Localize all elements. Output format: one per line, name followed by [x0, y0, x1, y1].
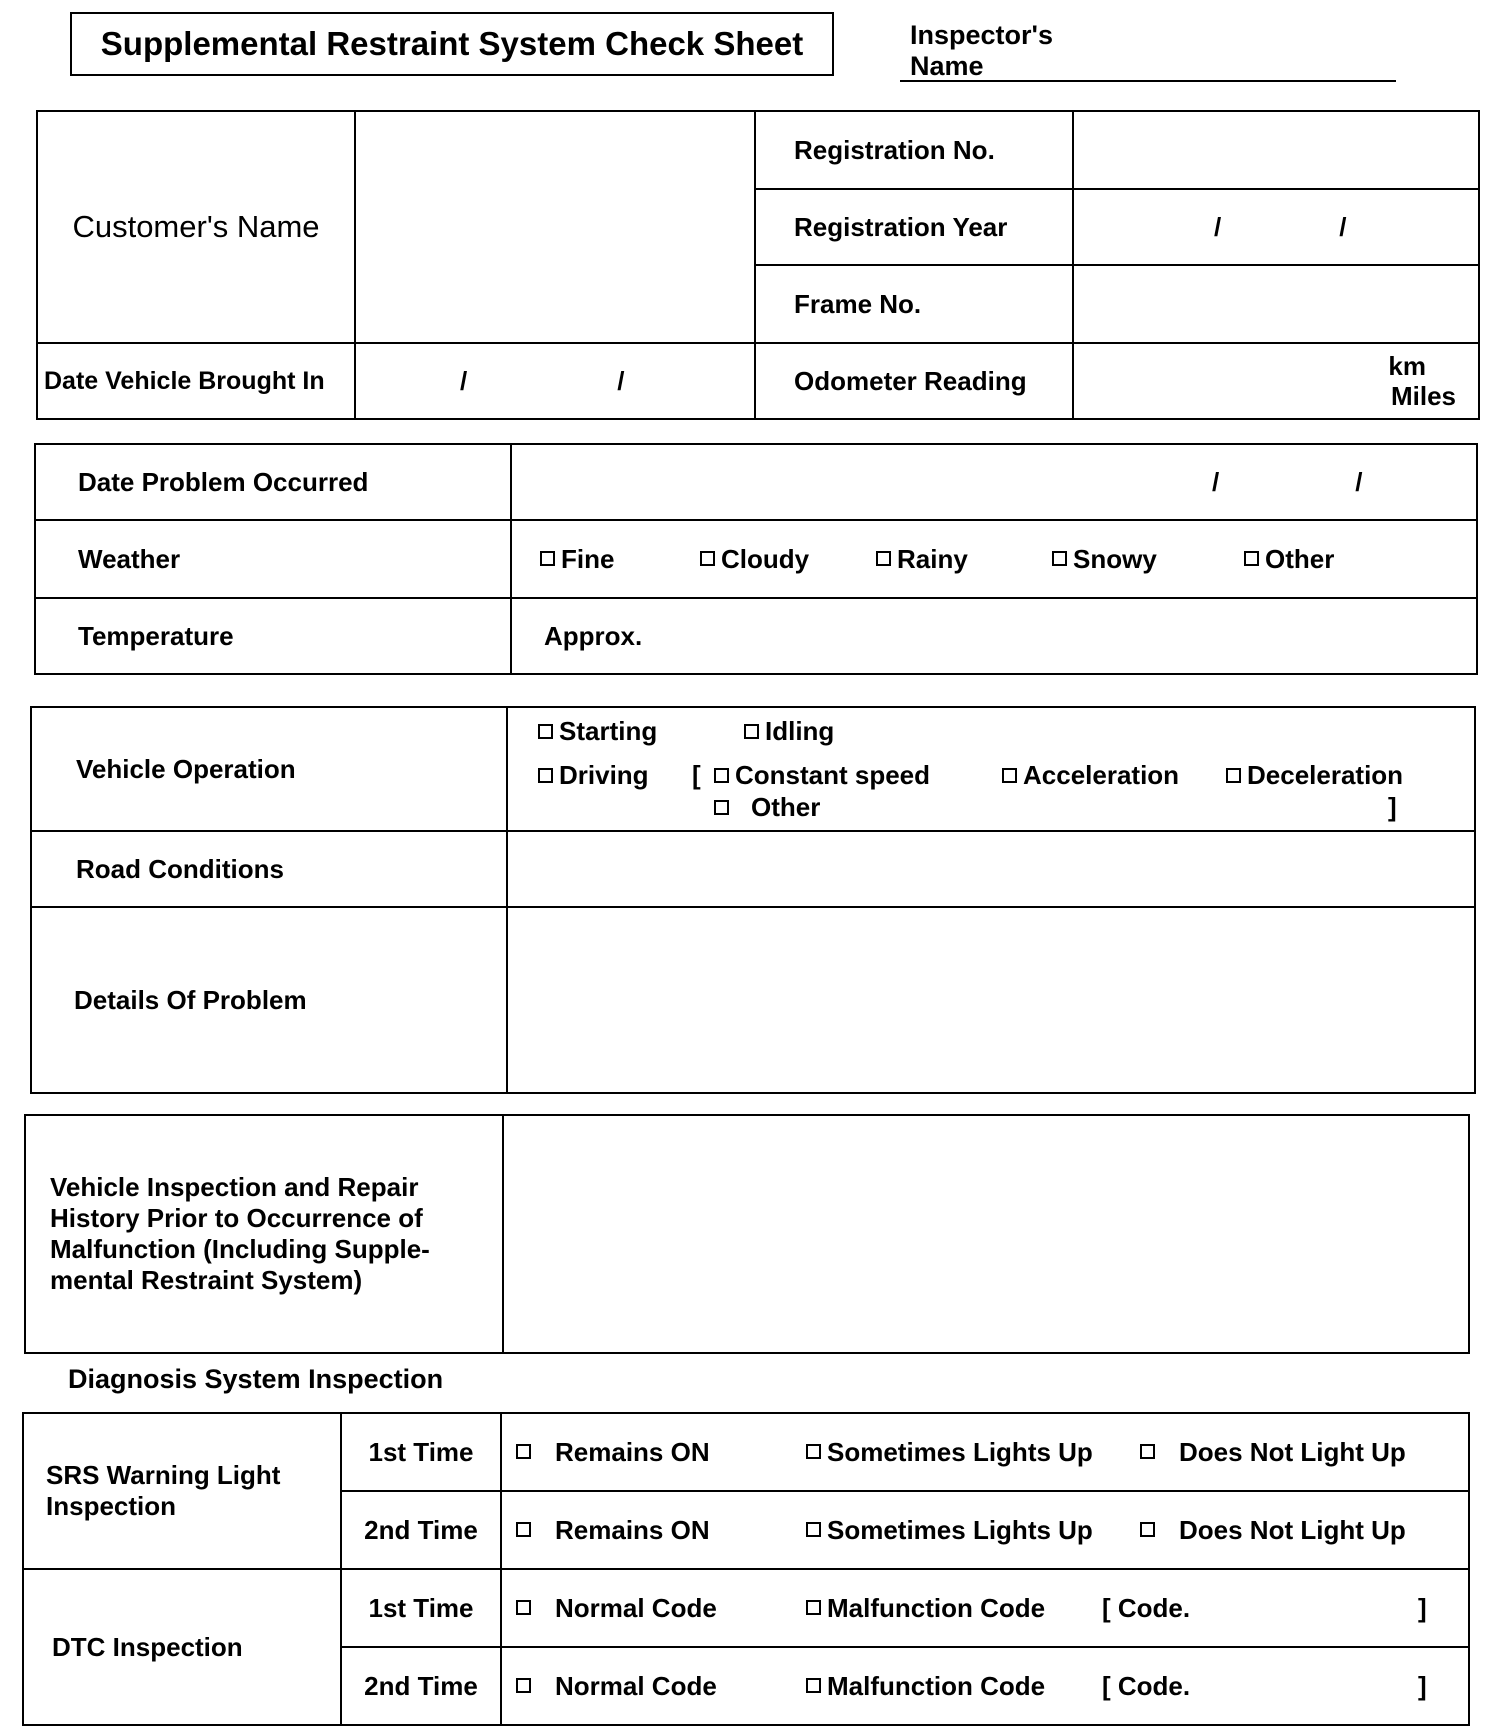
dtc1-normal-code[interactable]: Normal Code — [516, 1593, 806, 1624]
checkbox-icon — [806, 1522, 821, 1537]
weather-label: Weather — [35, 520, 511, 598]
op-deceleration[interactable]: Deceleration — [1226, 759, 1403, 791]
history-table — [24, 1114, 1470, 1354]
vehicle-operation-options — [507, 707, 1475, 831]
checkbox-icon — [806, 1444, 821, 1459]
dtc2-malfunction-code[interactable]: Malfunction Code — [806, 1671, 1102, 1702]
srs2-sometimes-lights-up[interactable]: Sometimes Lights Up — [806, 1515, 1140, 1546]
op-acceleration[interactable]: Acceleration — [1002, 759, 1226, 791]
odometer-label: Odometer Reading — [755, 343, 1073, 419]
op-constant-speed[interactable]: Constant speed — [714, 759, 1002, 791]
odometer-field[interactable] — [1073, 343, 1479, 419]
details-of-problem-field[interactable] — [507, 907, 1475, 1093]
registration-no-label: Registration No. — [755, 111, 1073, 189]
checkbox-icon — [1244, 551, 1259, 566]
checkbox-icon — [1140, 1522, 1155, 1537]
problem-table — [34, 443, 1478, 675]
op-starting[interactable]: Starting — [538, 715, 744, 747]
srs-first-time-options — [501, 1413, 1469, 1491]
checkbox-icon — [1002, 768, 1017, 783]
close-bracket: ] — [1418, 1670, 1427, 1701]
registration-year-label: Registration Year — [755, 189, 1073, 265]
registration-year-field[interactable] — [1073, 189, 1479, 265]
dtc2-normal-code[interactable]: Normal Code — [516, 1671, 806, 1702]
checkbox-icon — [806, 1678, 821, 1693]
checkbox-icon — [516, 1678, 531, 1693]
date-slash: / — [1212, 466, 1220, 497]
customer-name-label: Customer's Name — [37, 111, 355, 343]
unit-miles: Miles — [1390, 381, 1456, 411]
dtc1-malfunction-code[interactable]: Malfunction Code — [806, 1593, 1102, 1624]
repair-history-label: Vehicle Inspection and Repair History Prior to Occurrence of Malfunction (Including Supple- mental Restraint System) — [25, 1115, 503, 1353]
checkbox-icon — [1140, 1444, 1155, 1459]
dtc2-code-field[interactable]: [ Code. — [1102, 1670, 1191, 1701]
date-occurred-field[interactable] — [511, 444, 1477, 520]
road-conditions-field[interactable] — [507, 831, 1475, 907]
date-slash: / — [1214, 211, 1222, 242]
checkbox-icon — [538, 724, 553, 739]
checkbox-icon — [516, 1600, 531, 1615]
inspector-label-line2: Name — [910, 51, 984, 81]
weather-cloudy[interactable]: Cloudy — [700, 544, 876, 575]
temperature-label: Temperature — [35, 598, 511, 674]
dtc-first-time-label: 1st Time — [341, 1569, 501, 1647]
op-driving[interactable]: Driving — [538, 759, 692, 791]
op-other[interactable]: Other — [714, 791, 1388, 823]
date-brought-in-field[interactable] — [355, 343, 755, 419]
srs-second-time-options — [501, 1491, 1469, 1569]
op-idling[interactable]: Idling — [744, 715, 834, 747]
registration-no-field[interactable] — [1073, 111, 1479, 189]
inspector-name-label — [910, 20, 1053, 82]
checkbox-icon — [538, 768, 553, 783]
inspector-label-line1: Inspector's — [910, 20, 1053, 50]
checkbox-icon — [714, 800, 729, 815]
close-bracket: ] — [1388, 792, 1397, 822]
sheet-title — [70, 12, 834, 76]
date-slash: / — [1339, 211, 1347, 242]
unit-km: km — [1388, 351, 1426, 381]
open-bracket: [ — [692, 760, 701, 790]
date-slash: / — [1355, 466, 1363, 497]
srs1-does-not-light-up[interactable]: Does Not Light Up — [1140, 1437, 1406, 1468]
close-bracket: ] — [1418, 1592, 1427, 1623]
dtc-first-time-options — [501, 1569, 1469, 1647]
dtc-second-time-options — [501, 1647, 1469, 1725]
checkbox-icon — [516, 1444, 531, 1459]
diagnosis-table — [22, 1412, 1470, 1726]
date-brought-in-label: Date Vehicle Brought In — [37, 343, 355, 419]
operation-table — [30, 706, 1476, 1094]
checkbox-icon — [876, 551, 891, 566]
repair-history-field[interactable] — [503, 1115, 1469, 1353]
srs2-remains-on[interactable]: Remains ON — [516, 1515, 806, 1546]
srs1-sometimes-lights-up[interactable]: Sometimes Lights Up — [806, 1437, 1140, 1468]
date-slash: / — [460, 365, 468, 396]
weather-other[interactable]: Other — [1244, 544, 1334, 575]
checkbox-icon — [806, 1600, 821, 1615]
srs-warning-light-label: SRS Warning Light Inspection — [23, 1413, 341, 1569]
details-of-problem-label: Details Of Problem — [31, 907, 507, 1093]
customer-name-field[interactable] — [355, 111, 755, 343]
checkbox-icon — [1052, 551, 1067, 566]
dtc-inspection-label: DTC Inspection — [23, 1569, 341, 1725]
frame-no-label: Frame No. — [755, 265, 1073, 343]
srs-first-time-label: 1st Time — [341, 1413, 501, 1491]
checkbox-icon — [714, 768, 729, 783]
weather-options — [511, 520, 1477, 598]
weather-rainy[interactable]: Rainy — [876, 544, 1052, 575]
diagnosis-section-title: Diagnosis System Inspection — [68, 1364, 444, 1394]
sheet-title-text: Supplemental Restraint System Check Sheet — [100, 25, 804, 62]
weather-snowy[interactable]: Snowy — [1052, 544, 1244, 575]
dtc1-code-field[interactable]: [ Code. — [1102, 1592, 1191, 1623]
srs2-does-not-light-up[interactable]: Does Not Light Up — [1140, 1515, 1406, 1546]
checkbox-icon — [700, 551, 715, 566]
frame-no-field[interactable] — [1073, 265, 1479, 343]
date-occurred-label: Date Problem Occurred — [35, 444, 511, 520]
dtc-second-time-label: 2nd Time — [341, 1647, 501, 1725]
checkbox-icon — [516, 1522, 531, 1537]
srs1-remains-on[interactable]: Remains ON — [516, 1437, 806, 1468]
vehicle-operation-label: Vehicle Operation — [31, 707, 507, 831]
vehicle-info-table — [36, 110, 1480, 420]
checkbox-icon — [1226, 768, 1241, 783]
temperature-field[interactable]: Approx. — [511, 598, 1477, 674]
checkbox-icon — [540, 551, 555, 566]
date-slash: / — [617, 365, 625, 396]
checkbox-icon — [744, 724, 759, 739]
srs-second-time-label: 2nd Time — [341, 1491, 501, 1569]
inspector-name-field[interactable] — [900, 80, 1396, 82]
weather-fine[interactable]: Fine — [540, 544, 700, 575]
road-conditions-label: Road Conditions — [31, 831, 507, 907]
